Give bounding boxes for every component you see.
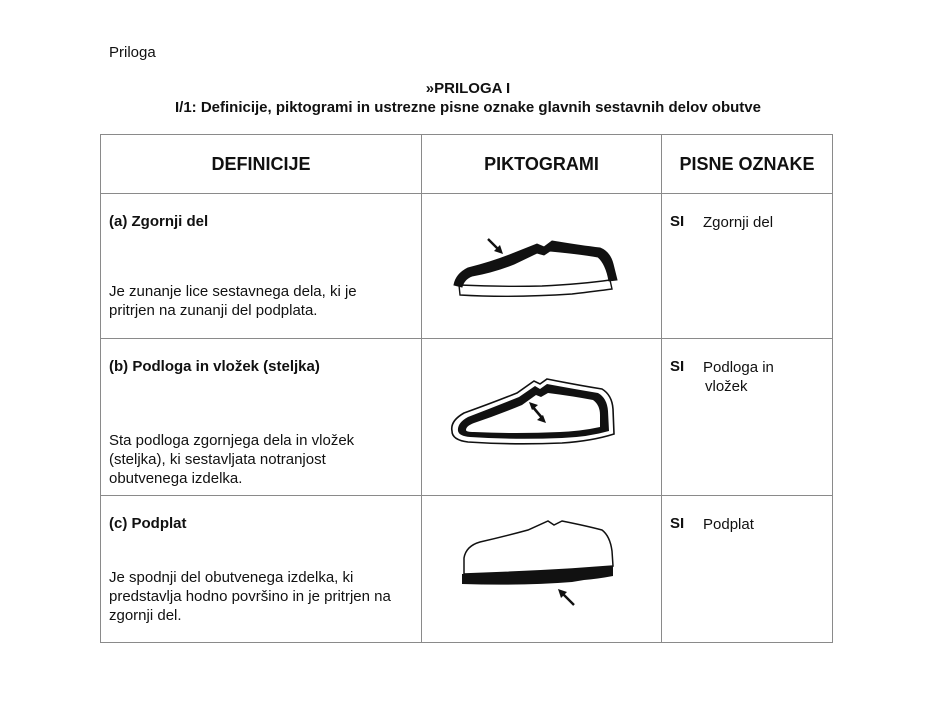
label-line: Podplat <box>703 516 754 533</box>
shoe-lining-icon <box>422 339 662 495</box>
header-label: Priloga <box>109 44 156 61</box>
definition-line: Je zunanje lice sestavnega dela, ki je <box>109 283 357 300</box>
language-code: SI <box>670 213 685 230</box>
definition-term: (a) Zgornji del <box>109 213 209 230</box>
written-label <box>703 515 823 534</box>
written-label <box>703 213 823 232</box>
definition-line: predstavlja hodno površino in je pritrjen na <box>109 588 391 605</box>
definition-term: (c) Podplat <box>109 515 187 532</box>
definition-text <box>109 282 409 320</box>
definition-line: (steljka), ki sestavljata notranjost <box>109 451 326 468</box>
label-line: vložek <box>705 378 748 395</box>
pictogram-cell <box>422 194 662 339</box>
shoe-upper-icon <box>422 194 662 338</box>
language-code: SI <box>670 515 685 532</box>
table-row <box>101 339 833 496</box>
table-header-row <box>101 135 833 194</box>
definition-text <box>109 568 409 625</box>
definition-cell <box>101 339 422 496</box>
pictogram-cell <box>422 339 662 496</box>
definition-term: (b) Podloga in vložek (steljka) <box>109 358 320 375</box>
definition-text <box>109 431 409 488</box>
definition-cell <box>101 496 422 643</box>
label-cell <box>662 496 833 643</box>
label-cell <box>662 194 833 339</box>
definition-line: zgornji del. <box>109 607 182 624</box>
definition-line: obutvenega izdelka. <box>109 470 243 487</box>
definition-line: Je spodnji del obutvenega izdelka, ki <box>109 569 354 586</box>
language-code: SI <box>670 358 685 375</box>
definition-line: Sta podloga zgornjega dela in vložek <box>109 432 355 449</box>
document-title: »PRILOGA I <box>425 80 511 97</box>
label-line: Podloga in <box>703 359 774 376</box>
label-line: Zgornji del <box>703 214 774 231</box>
footwear-components-table <box>100 134 833 643</box>
written-label <box>703 358 823 396</box>
definition-cell <box>101 194 422 339</box>
document-subtitle: I/1: Definicije, piktogrami in ustrezne pisne oznake glavnih sestavnih delov obutve <box>175 99 761 116</box>
column-header-definitions: DEFINICIJE <box>101 135 422 194</box>
label-cell <box>662 339 833 496</box>
table-row <box>101 194 833 339</box>
table-row <box>101 496 833 643</box>
column-header-pictograms: PIKTOGRAMI <box>422 135 662 194</box>
definition-line: pritrjen na zunanji del podplata. <box>109 302 318 319</box>
column-header-labels: PISNE OZNAKE <box>662 135 833 194</box>
pictogram-cell <box>422 496 662 643</box>
shoe-sole-icon <box>422 496 662 642</box>
